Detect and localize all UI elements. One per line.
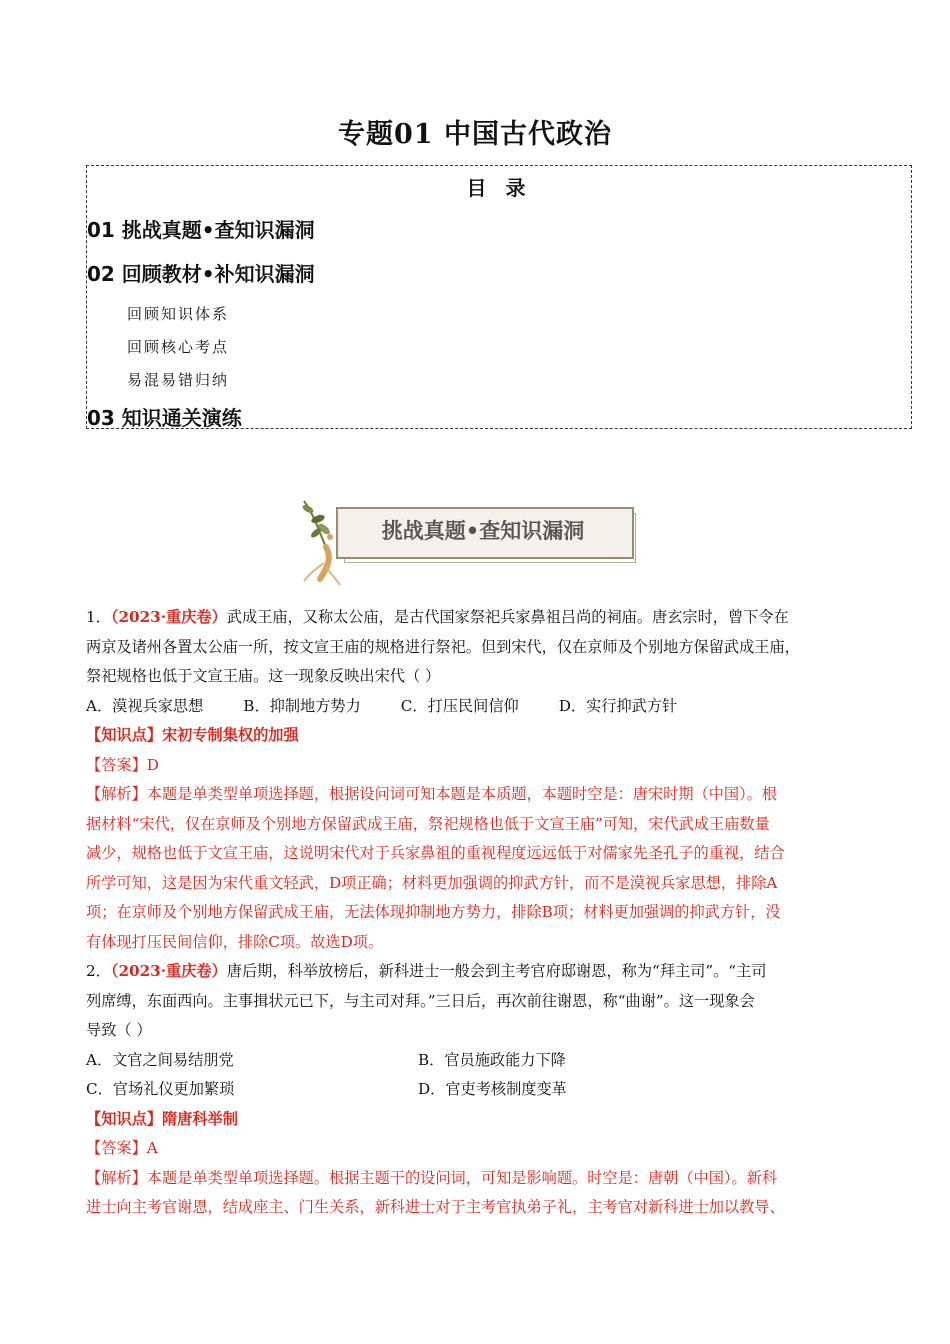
option-b: B．抑制地方势力 (243, 696, 361, 715)
q1-analysis-line: 所学可知，这是因为宋代重文轻武，D项正确；材料更加强调的抑武方针，而不是漠视兵家思想，排除A (86, 873, 778, 892)
q2-knowledge: 【知识点】隋唐科举制 (86, 1109, 238, 1128)
toc-heading: 目 录 (466, 176, 532, 200)
question-content: 1．（2023·重庆卷）武成王庙，又称太公庙，是古代国家祭祀兵家鼻祖吕尚的祠庙。唐玄宗时，曾下令在 两京及诸州各置太公庙一所，按文宣王庙的规格进行祭祀。但到宋代，仅在京师及个别地方保留武成王庙， 祭祀规格也低于文宣王庙。这一现象反映出宋代（ ） A．漠视兵家思想 B．抑制地方势力 C．打压民间信仰 D．实行抑武方针 【知识点】宋初专制集权的加强 【答案】D 【解析】本题是单类型单项选择题，根据设问词可知本题是本质题，本题时空是：唐宋时期（中国）。根 据材料“宋代，仅在京师及个别地方保留武成王庙，祭祀规格也低于文宣王庙”可知，宋代武成王庙数量 减少，规格也低于文宣王庙，这说明宋代对于兵家鼻祖的重视程度远远低于对儒家先圣孔子的重视，结合 所学可知，这是因为宋代重文轻武，D项正确；材料更加强调的抑武方针，而不是漠视兵家思想，排除A 项；在京师及个别地方保留武成王庙，无法体现抑制地方势力，排除B项；材料更加强调的抑武方针，没 有体现打压民间信仰，排除C项。故选D项。 2．（2023·重庆卷）唐后期，科举放榜后，新科进士一般会到主考官府邸谢恩，称为“拜主司”。“主司 列席缚，东面西向。主事揖状元已下，与主司对拜。”三日后，再次前往谢恩，称“曲谢”。这一现象会 导致（ ） A．文官之间易结朋党 B．官员施政能力下降 C．官场礼仪更加繁琐 D．官吏考核制度变革 【知识点】隋唐科举制 【答案】A 【解析】本题是单类型单项选择题。根据主题干的设问词，可知是影响题。时空是：唐朝（中国）。新科 进士向主考官谢恩，结成座主、门生关系，新科进士对于主考官执弟子礼，主考官对新科进士加以教导、 (86, 603, 861, 1223)
q2-options (86, 1046, 861, 1105)
section-banner (296, 497, 641, 587)
q1-analysis-line: 有体现打压民间信仰，排除C项。故选D项。 (86, 932, 384, 951)
option-c: C．打压民间信仰 (400, 696, 519, 715)
option-a: A．漠视兵家思想 (86, 696, 204, 715)
q1-analysis-line: 【解析】本题是单类型单项选择题，根据设问词可知本题是本质题，本题时空是：唐宋时期（中国）。根 (86, 785, 778, 803)
q1-source: （2023·重庆卷） (110, 608, 227, 626)
q1-analysis-line: 减少，规格也低于文宣王庙，这说明宋代对于兵家鼻祖的重视程度远远低于对儒家先圣孔子的重视，结合 (86, 844, 785, 862)
toc-section-2[interactable]: 02 回顾教材•补知识漏洞 (87, 262, 315, 286)
q1-answer: 【答案】D (86, 755, 159, 774)
toc-section-3[interactable]: 03 知识通关演练 (87, 406, 242, 430)
option-d: D．官吏考核制度变革 (418, 1080, 567, 1098)
q1-analysis-line: 项；在京师及个别地方保留武成王庙，无法体现抑制地方势力，排除B项；材料更加强调的抑武方针，没 (86, 903, 781, 921)
option-d: D．实行抑武方针 (558, 696, 678, 715)
q1-stem: 1．（2023·重庆卷）武成王庙，又称太公庙，是古代国家祭祀兵家鼻祖吕尚的祠庙。唐玄宗时，曾下令在 (86, 608, 789, 626)
q2-source: （2023·重庆卷） (110, 962, 227, 980)
toc-sub-1[interactable]: 回顾知识体系 (127, 305, 230, 323)
option-a: A．文官之间易结朋党 (86, 1050, 234, 1069)
q1-analysis-line: 据材料“宋代，仅在京师及个别地方保留武成王庙，祭祀规格也低于文宣王庙”可知，宋代武成王庙数量 (86, 814, 770, 833)
toc-sub-3[interactable]: 易混易错归纳 (127, 371, 230, 389)
toc-sub-2[interactable]: 回顾核心考点 (127, 338, 230, 356)
table-of-contents (86, 165, 912, 429)
option-c: C．官场礼仪更加繁琐 (86, 1080, 235, 1098)
page-title: 专题01 中国古代政治 (338, 119, 612, 150)
banner-title: 挑战真题•查知识漏洞 (381, 519, 585, 543)
q2-stem: 2．（2023·重庆卷）唐后期，科举放榜后，新科进士一般会到主考官府邸谢恩，称为“拜主司”。“主司 (86, 962, 767, 980)
q1-options (86, 692, 861, 722)
q2-analysis-line: 进士向主考官谢恩，结成座主、门生关系，新科进士对于主考官执弟子礼，主考官对新科进士加以教导、 (86, 1198, 785, 1216)
q1-knowledge: 【知识点】宋初专制集权的加强 (86, 726, 299, 744)
q2-analysis-line: 【解析】本题是单类型单项选择题。根据主题干的设问词，可知是影响题。时空是：唐朝（中国）。新科 (86, 1168, 778, 1187)
option-b: B．官员施政能力下降 (418, 1050, 566, 1069)
q2-answer: 【答案】A (86, 1139, 158, 1157)
toc-section-1[interactable]: 01 挑战真题•查知识漏洞 (87, 218, 315, 242)
